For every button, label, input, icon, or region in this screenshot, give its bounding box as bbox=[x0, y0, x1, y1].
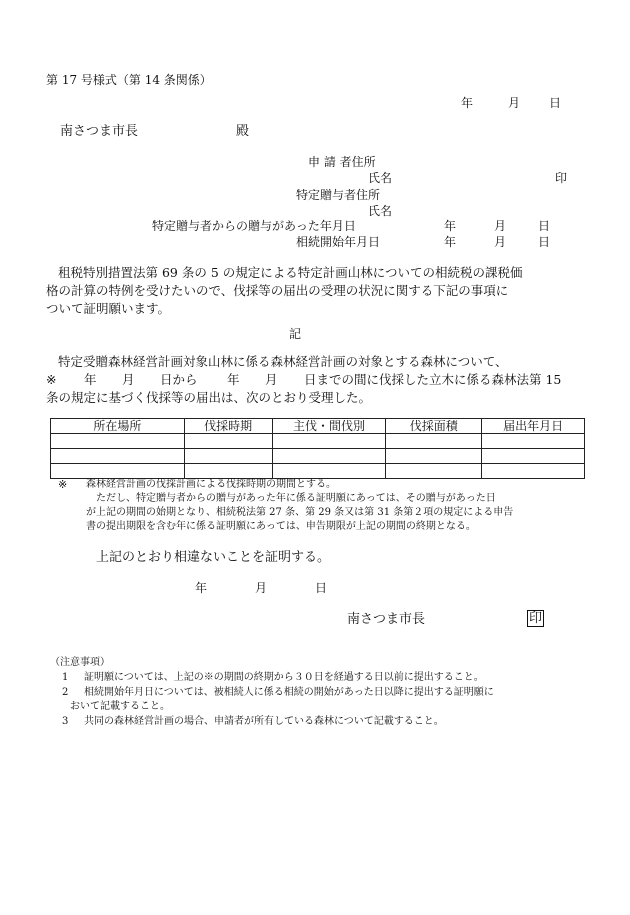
table-row bbox=[51, 434, 585, 449]
col-felling-type: 主伐・間伐別 bbox=[272, 419, 386, 434]
inheritance-start-day: 日 bbox=[538, 235, 551, 249]
ki-heading: 記 bbox=[289, 327, 302, 341]
addressee-honorific: 殿 bbox=[236, 124, 250, 139]
table-cell bbox=[184, 464, 272, 479]
applicant-address-label: 申 請 者住所 bbox=[308, 155, 376, 169]
body-line2-until: 日までの間に伐採した立木に係る森林法第 15 bbox=[304, 372, 562, 387]
donation-date-month: 月 bbox=[494, 219, 507, 233]
table-cell bbox=[272, 464, 386, 479]
donation-date-year: 年 bbox=[444, 219, 457, 233]
col-felling-area: 伐採面積 bbox=[386, 419, 482, 434]
table-cell bbox=[184, 449, 272, 464]
request-paragraph bbox=[46, 264, 586, 318]
note-3-text: 共同の森林経営計画の場合、申請者が所有している森林について記載すること。 bbox=[84, 716, 444, 727]
col-notification-date: 届出年月日 bbox=[482, 419, 585, 434]
request-line-1: 租税特別措置法第 69 条の 5 の規定による特定計画山林についての相続税の課税価 bbox=[58, 265, 523, 280]
mayor-seal-mark: 印 bbox=[529, 611, 543, 626]
request-line-2: 格の計算の特例を受けたいので、伐採等の届出の受理の状況に関する下記の事項に bbox=[46, 283, 509, 298]
note-1-num: 1 bbox=[62, 672, 69, 683]
footnote-mark: ※ bbox=[58, 478, 68, 491]
body-line-1: 特定受贈森林経営計画対象山林に係る森林経営計画の対象とする森林について、 bbox=[58, 354, 508, 369]
table-cell bbox=[482, 434, 585, 449]
form-number: 第 17 号様式（第 14 条関係） bbox=[46, 73, 212, 87]
donation-date-label: 特定贈与者からの贈与があった年月日 bbox=[152, 219, 356, 233]
inheritance-start-label: 相続開始年月日 bbox=[296, 235, 381, 249]
table-cell bbox=[184, 434, 272, 449]
header-date-year: 年 bbox=[461, 96, 474, 110]
notes-title: （注意事項） bbox=[50, 657, 110, 668]
cert-date-year: 年 bbox=[195, 581, 208, 595]
col-felling-period: 伐採時期 bbox=[184, 419, 272, 434]
certify-text: 上記のとおり相違ないことを証明する。 bbox=[96, 550, 331, 565]
note-2-cont: おいて記載すること。 bbox=[70, 701, 170, 712]
body-line2-year-2: 年 bbox=[227, 372, 240, 387]
cert-date-month: 月 bbox=[255, 581, 268, 595]
footnote-line-1: 森林経営計画の伐採計画による伐採時期の期間とする。 bbox=[86, 479, 336, 490]
applicant-name-label: 氏名 bbox=[368, 171, 393, 185]
body-line-3: 条の規定に基づく伐採等の届出は、次のとおり受理した。 bbox=[46, 390, 372, 405]
table-cell bbox=[51, 449, 185, 464]
note-2-text: 相続開始年月日については、被相続人に係る相続の開始があった日以降に提出する証明願に bbox=[84, 687, 494, 698]
inheritance-start-month: 月 bbox=[494, 235, 507, 249]
header-date-day: 日 bbox=[549, 96, 562, 110]
table-cell bbox=[51, 434, 185, 449]
table-header-row bbox=[51, 419, 585, 434]
table-cell bbox=[272, 434, 386, 449]
body-line2-from: 日から bbox=[160, 372, 198, 387]
note-2-num: 2 bbox=[62, 687, 69, 698]
note-1-text: 証明願については、上記の※の期間の終期から３０日を経過する日以前に提出すること。 bbox=[84, 672, 484, 683]
table-cell bbox=[51, 464, 185, 479]
body-line2-month-2: 月 bbox=[265, 372, 278, 387]
felling-table bbox=[50, 418, 585, 479]
footnote-line-2: ただし、特定贈与者からの贈与があった年に係る証明願にあっては、その贈与があった日 bbox=[96, 493, 496, 504]
col-location: 所在場所 bbox=[51, 419, 185, 434]
mayor-name: 南さつま市長 bbox=[347, 612, 426, 627]
table-cell bbox=[482, 449, 585, 464]
note-3-num: 3 bbox=[62, 716, 69, 727]
addressee-name: 南さつま市長 bbox=[60, 124, 139, 139]
mayor-seal bbox=[527, 612, 544, 625]
donor-address-label: 特定贈与者住所 bbox=[296, 188, 381, 202]
request-line-3: ついて証明願います。 bbox=[46, 301, 171, 316]
inheritance-start-year: 年 bbox=[444, 235, 457, 249]
footnote-line-4: 書の提出期限を含む年に係る証明願にあっては、申告期限が上記の期間の終期となる。 bbox=[86, 521, 476, 532]
table-row bbox=[51, 449, 585, 464]
table-cell bbox=[386, 464, 482, 479]
cert-date-day: 日 bbox=[315, 581, 328, 595]
table-row bbox=[51, 464, 585, 479]
donation-date-day: 日 bbox=[538, 219, 551, 233]
body-line2-mark: ※ bbox=[46, 372, 57, 387]
table-cell bbox=[386, 434, 482, 449]
donor-name-label: 氏名 bbox=[368, 204, 393, 218]
footnote-line-3: が上記の期間の始期となり、相続税法第 27 条、第 29 条又は第 31 条第２項の規定による申告 bbox=[86, 507, 514, 518]
body-line2-month-1: 月 bbox=[122, 372, 135, 387]
applicant-seal: 印 bbox=[555, 171, 568, 185]
body-line-2 bbox=[46, 374, 586, 388]
table-cell bbox=[482, 464, 585, 479]
header-date-month: 月 bbox=[508, 96, 521, 110]
table-cell bbox=[272, 449, 386, 464]
table-cell bbox=[386, 449, 482, 464]
body-line2-year-1: 年 bbox=[84, 372, 97, 387]
